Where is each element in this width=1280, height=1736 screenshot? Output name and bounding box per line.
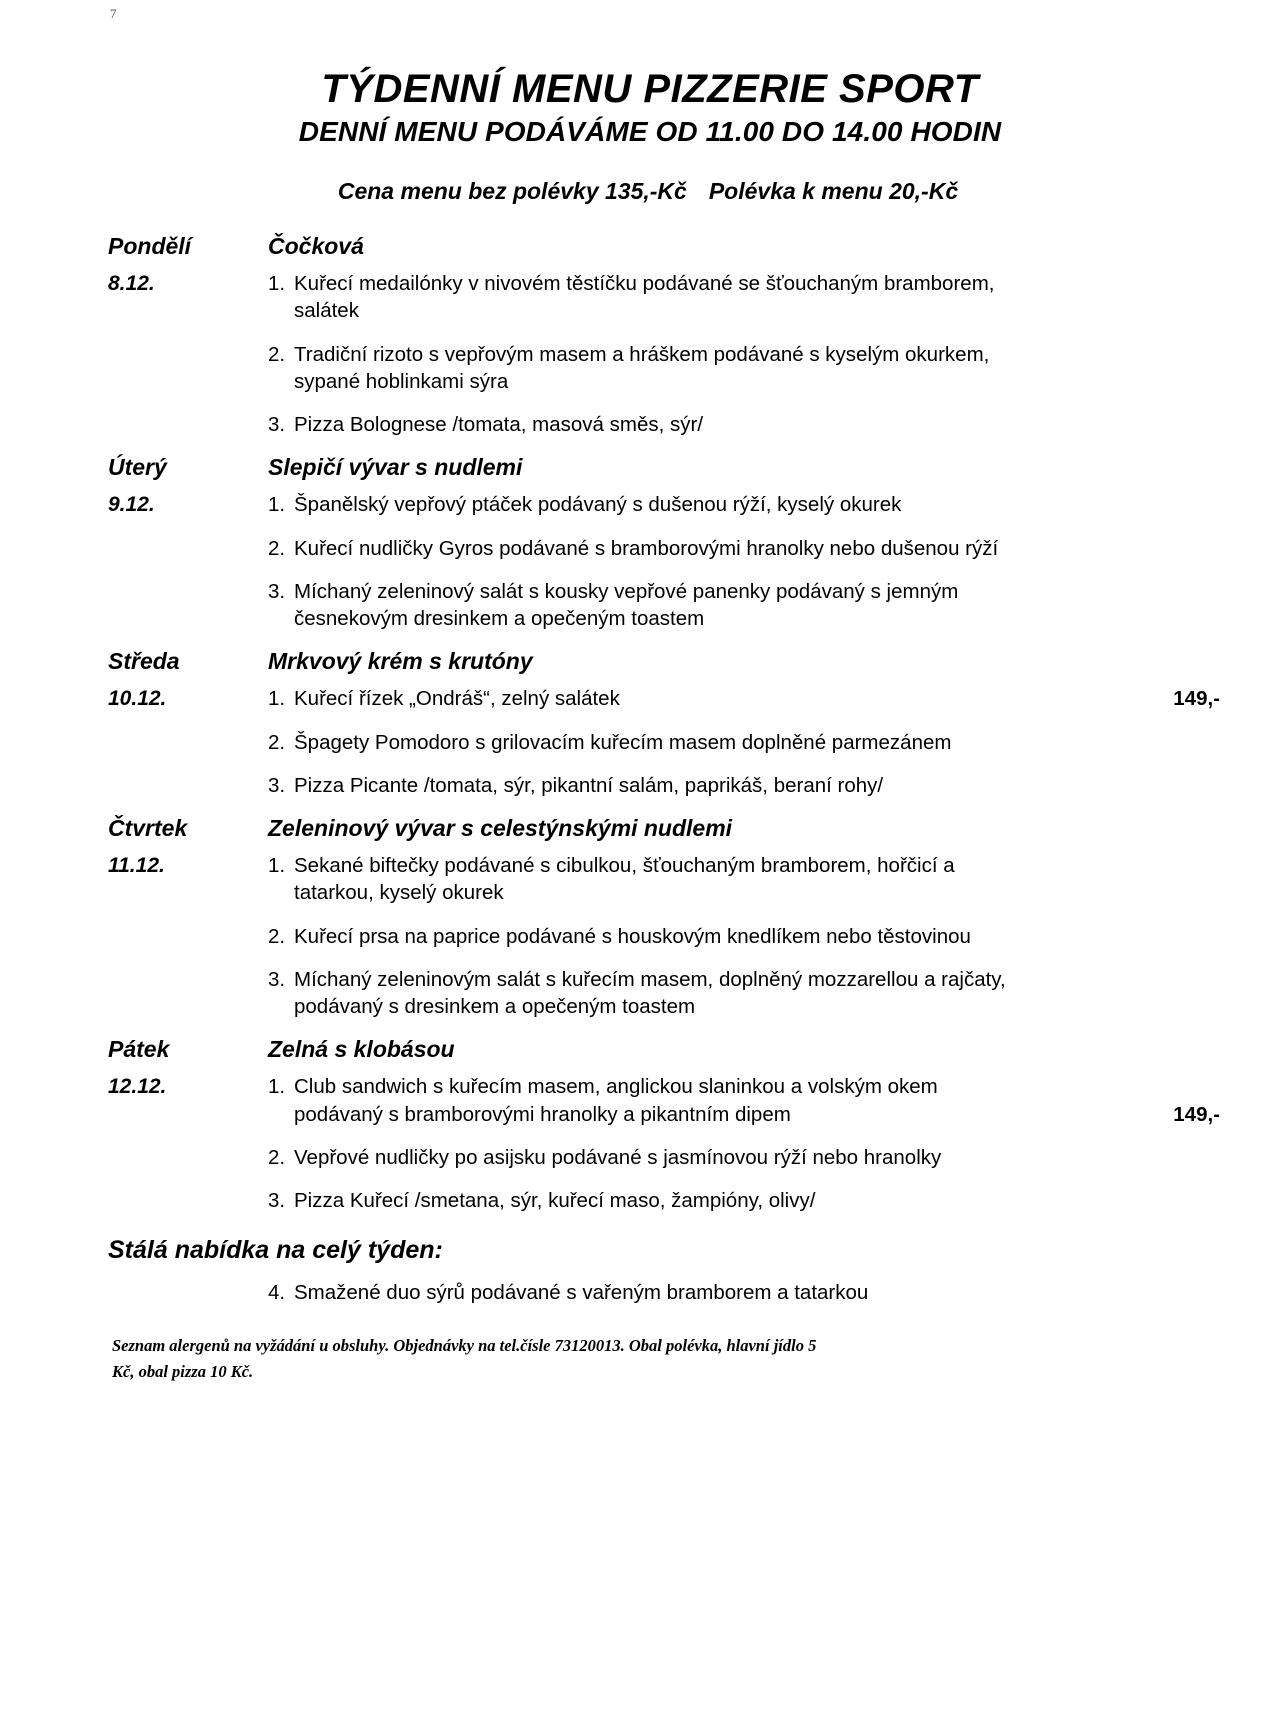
item-text-line-1: Kuřecí medailónky v nivovém těstíčku podávané se šťouchaným bramborem,	[294, 272, 995, 295]
item-price: 149,-	[1173, 687, 1220, 711]
menu-item	[268, 923, 1220, 950]
soup-price-label: Polévka k menu 20,-Kč	[708, 178, 959, 204]
item-number: 2.	[268, 924, 286, 948]
menu-item	[268, 411, 1220, 438]
item-text	[294, 966, 1220, 1021]
item-text-line-2: tatarkou, kyselý okurek	[294, 881, 504, 905]
item-text-line-1: Kuřecí prsa na paprice podávané s houskovým knedlíkem nebo těstovinou	[294, 924, 971, 948]
item-text	[294, 270, 1220, 325]
item-text-line-1: Kuřecí řízek „Ondráš“, zelný salátek	[294, 687, 620, 711]
item-number: 3.	[268, 967, 286, 991]
standing-offer-block	[0, 1236, 1280, 1305]
item-number: 3.	[268, 579, 286, 603]
page-number: 7	[110, 6, 117, 21]
day-header	[108, 1036, 1220, 1063]
day-body	[108, 491, 1220, 632]
day-block	[108, 1036, 1220, 1214]
item-number: 3.	[268, 773, 286, 797]
serving-hours-subtitle: DENNÍ MENU PODÁVÁME OD 11.00 DO 14.00 HODIN	[298, 116, 1002, 147]
item-text	[294, 1144, 1220, 1171]
day-header	[108, 648, 1220, 675]
day-name: Úterý	[108, 454, 167, 481]
item-number: 1.	[268, 854, 286, 877]
soup-name: Zeleninový vývar s celestýnskými nudlemi	[268, 815, 733, 841]
item-text-line-1: Míchaný zeleninový salát s kousky vepřové panenky podávaný s jemným	[294, 579, 959, 603]
day-block	[108, 648, 1220, 799]
item-text-line-2: sypané hoblinkami sýra	[294, 369, 509, 393]
day-header	[108, 233, 1220, 260]
item-number: 2.	[268, 536, 286, 560]
day-block	[108, 233, 1220, 438]
menu-item	[268, 491, 1220, 518]
item-text-line-1: Španělský vepřový ptáček podávaný s dušenou rýží, kyselý okurek	[294, 493, 902, 517]
item-text-line-1: Kuřecí nudličky Gyros podávané s bramborovými hranolky nebo dušenou rýží	[294, 536, 999, 560]
item-text	[294, 411, 1220, 438]
soup-name: Mrkvový krém s krutóny	[268, 648, 533, 675]
item-number: 1.	[268, 1075, 286, 1099]
footer-line-1: Seznam alergenů na vyžádání u obsluhy. Objednávky na tel.čísle 73120013. Obal polévka, hlavní jídlo 5	[112, 1336, 817, 1356]
item-price: 149,-	[1173, 1102, 1220, 1126]
day-items	[268, 852, 1220, 1020]
menu-item	[268, 1144, 1220, 1171]
item-text	[294, 578, 1220, 633]
item-text	[294, 852, 1220, 907]
menu-item	[268, 685, 1220, 712]
day-header	[108, 454, 1220, 481]
menu-item	[268, 1187, 1220, 1214]
menu-item	[268, 966, 1220, 1021]
item-text-line-2: podávaný s dresinkem a opečeným toastem	[294, 995, 696, 1018]
day-items	[268, 491, 1220, 632]
day-block	[108, 454, 1220, 632]
item-text-line-2: salátek	[294, 299, 359, 323]
soup-name: Zelná s klobásou	[268, 1036, 455, 1063]
menu-item	[268, 341, 1220, 396]
header-block	[0, 0, 1280, 205]
item-number: 4.	[268, 1281, 286, 1305]
menu-item	[268, 270, 1220, 325]
day-name: Pátek	[108, 1036, 170, 1063]
item-number: 2.	[268, 730, 286, 754]
item-text-line-1: Club sandwich s kuřecím masem, anglickou slaninkou a volským okem	[294, 1075, 938, 1099]
day-date: 10.12.	[108, 687, 167, 711]
standing-offer-title: Stálá nabídka na celý týden:	[108, 1236, 443, 1265]
day-name: Čtvrtek	[108, 815, 188, 841]
item-text	[294, 685, 1155, 712]
day-date: 8.12.	[108, 272, 155, 295]
item-text-line-2: podávaný s bramborovými hranolky a pikantním dipem	[294, 1102, 791, 1126]
item-number: 3.	[268, 413, 286, 436]
item-text-line-1: Míchaný zeleninovým salát s kuřecím masem, doplněný mozzarellou a rajčaty,	[294, 967, 1006, 991]
day-name: Pondělí	[108, 233, 192, 259]
item-number: 1.	[268, 493, 286, 517]
item-text-line-1: Vepřové nudličky po asijsku podávané s jasmínovou rýží nebo hranolky	[294, 1145, 942, 1169]
day-body	[108, 270, 1220, 438]
item-text	[294, 772, 1220, 799]
item-text	[294, 923, 1220, 950]
day-items	[268, 685, 1220, 799]
allergen-footer	[0, 1333, 1280, 1384]
item-number: 3.	[268, 1189, 286, 1212]
footer-line-2: Kč, obal pizza 10 Kč.	[112, 1361, 254, 1381]
day-date: 11.12.	[108, 854, 165, 877]
item-text-line-1: Pizza Bolognese /tomata, masová směs, sýr/	[294, 413, 704, 436]
item-text	[294, 1073, 1155, 1128]
day-name: Středa	[108, 648, 180, 675]
item-text-line-1: Špagety Pomodoro s grilovacím kuřecím masem doplněné parmezánem	[294, 730, 952, 754]
menu-item	[268, 852, 1220, 907]
menu-item	[268, 535, 1220, 562]
menu-price-label: Cena menu bez polévky 135,-Kč	[337, 178, 687, 204]
day-header	[108, 815, 1220, 842]
day-body	[108, 1073, 1220, 1214]
item-text	[294, 341, 1220, 396]
item-text-line-1: Sekané biftečky podávané s cibulkou, šťouchaným bramborem, hořčicí a	[294, 854, 955, 877]
item-text	[294, 535, 1220, 562]
item-text: Smažené duo sýrů podávané s vařeným bramborem a tatarkou	[294, 1281, 869, 1305]
soup-name: Slepičí vývar s nudlemi	[268, 454, 523, 481]
day-body	[108, 685, 1220, 799]
menu-item	[268, 729, 1220, 756]
item-number: 2.	[268, 1145, 286, 1169]
item-number: 1.	[268, 272, 286, 295]
price-line	[0, 148, 1280, 205]
day-items	[268, 270, 1220, 438]
soup-name: Čočková	[268, 233, 364, 259]
item-number: 1.	[268, 687, 286, 711]
menu-item	[268, 578, 1220, 633]
item-text-line-1: Tradiční rizoto s vepřovým masem a hráškem podávané s kyselým okurkem,	[294, 342, 990, 366]
item-number: 2.	[268, 342, 286, 366]
page-title: TÝDENNÍ MENU PIZZERIE SPORT	[321, 67, 979, 111]
day-items	[268, 1073, 1220, 1214]
menu-item	[268, 772, 1220, 799]
item-text	[294, 491, 1220, 518]
standing-offer-item	[108, 1281, 1220, 1305]
day-body	[108, 852, 1220, 1020]
item-text-line-2: česnekovým dresinkem a opečeným toastem	[294, 607, 705, 630]
day-date: 12.12.	[108, 1075, 167, 1099]
menu-item	[268, 1073, 1220, 1128]
day-date: 9.12.	[108, 493, 155, 517]
item-text	[294, 729, 1220, 756]
days-list	[0, 233, 1280, 1214]
item-text	[294, 1187, 1220, 1214]
item-text-line-1: Pizza Picante /tomata, sýr, pikantní salám, paprikáš, beraní rohy/	[294, 773, 884, 797]
day-block	[108, 815, 1220, 1020]
item-text-line-1: Pizza Kuřecí /smetana, sýr, kuřecí maso, žampióny, olivy/	[294, 1189, 816, 1212]
